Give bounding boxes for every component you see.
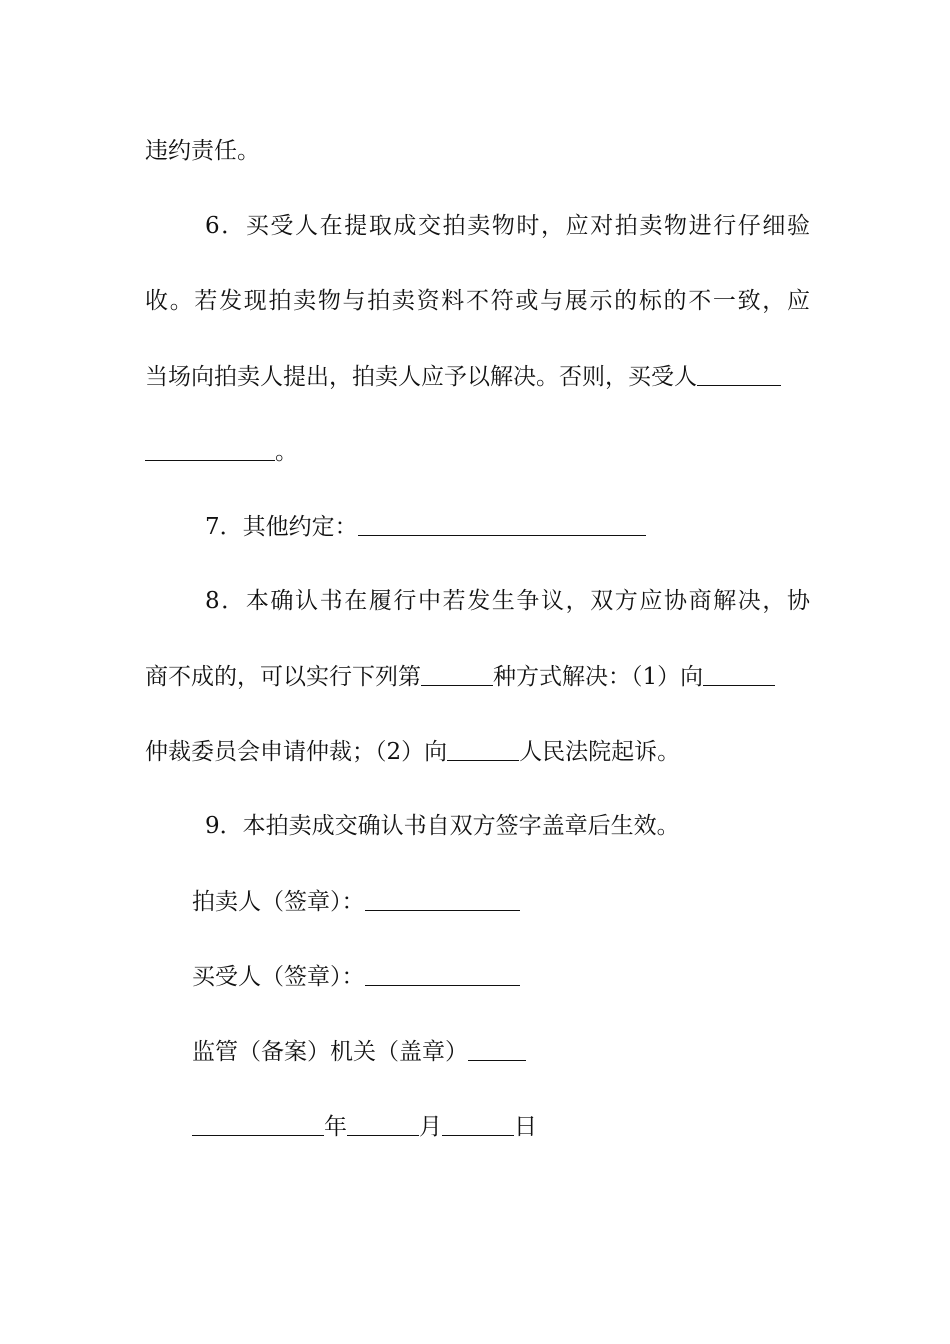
date-line	[192, 1111, 792, 1142]
buyer-signature-line	[192, 961, 792, 992]
text-span: 收。若发现拍卖物与拍卖资料不符或与展示的标的不一致，应	[145, 288, 810, 314]
paragraph-8-line-3	[145, 736, 810, 767]
paragraph-8-line-1	[145, 586, 810, 616]
text-span: 人民法院起诉。	[519, 739, 681, 765]
blank-field	[358, 511, 646, 536]
blank-field	[145, 436, 275, 461]
text-span: 商不成的，可以实行下列第	[145, 664, 421, 690]
year-label: 年	[324, 1114, 347, 1140]
paragraph-8-line-2	[145, 661, 810, 692]
authority-seal-field	[468, 1036, 526, 1061]
day-label: 日	[514, 1114, 537, 1140]
text-span: 仲裁委员会申请仲裁；（2）向	[145, 739, 448, 765]
text-span: 9．本拍卖成交确认书自双方签字盖章后生效。	[205, 813, 680, 839]
paragraph-6-line-4	[145, 436, 810, 467]
text-span: 8．本确认书在履行中若发生争议，双方应协商解决，协	[205, 588, 810, 614]
text-line	[145, 136, 810, 166]
text-span: 违约责任。	[145, 138, 260, 164]
paragraph-6-line-1	[145, 211, 810, 241]
paragraph-6-line-3	[145, 361, 810, 392]
paragraph-7	[145, 511, 810, 542]
text-span: 。	[275, 439, 298, 465]
blank-field	[703, 661, 775, 686]
text-span: 当场向拍卖人提出，拍卖人应予以解决。否则，买受人	[145, 364, 697, 390]
auctioneer-signature-field	[365, 886, 520, 911]
month-field	[347, 1111, 419, 1136]
authority-seal-line	[192, 1036, 792, 1067]
authority-label: 监管（备案）机关（盖章）	[192, 1039, 468, 1065]
text-span: 6．买受人在提取成交拍卖物时，应对拍卖物进行仔细验	[205, 213, 810, 239]
auctioneer-signature-line	[192, 886, 792, 917]
paragraph-6-line-2	[145, 286, 810, 316]
buyer-label: 买受人（签章）：	[192, 964, 365, 990]
blank-field	[447, 736, 519, 761]
text-span: 7．其他约定：	[205, 514, 358, 540]
blank-field	[421, 661, 493, 686]
auctioneer-label: 拍卖人（签章）：	[192, 889, 365, 915]
paragraph-9	[145, 811, 810, 841]
blank-field	[697, 361, 781, 386]
text-span: 种方式解决：（1）向	[493, 664, 704, 690]
year-field	[192, 1111, 324, 1136]
day-field	[442, 1111, 514, 1136]
buyer-signature-field	[365, 961, 520, 986]
month-label: 月	[419, 1114, 442, 1140]
